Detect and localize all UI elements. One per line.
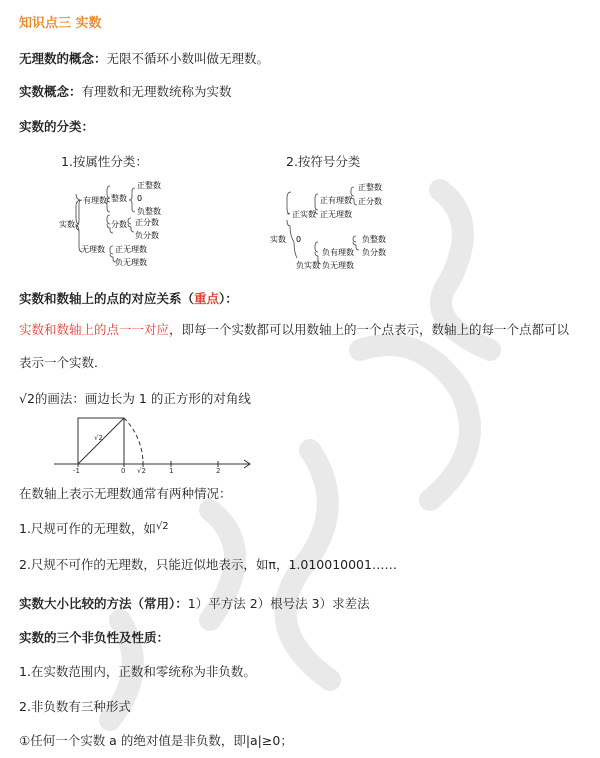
- correspondence-title: [19, 289, 238, 307]
- c1-neg-frac: 负分数: [135, 231, 159, 240]
- nonneg-title: 实数的三个非负性及性质：: [19, 630, 170, 645]
- classification-tree-sign: [268, 180, 398, 272]
- c2-pos-rational: 正有理数: [320, 196, 352, 205]
- tick-2: 2: [216, 467, 221, 474]
- c2-pos-frac: 正分数: [358, 197, 382, 206]
- c2-neg-int: 负整数: [362, 235, 386, 244]
- correspondence-line2: 表示一个实数．: [19, 355, 107, 370]
- case1-text: 1.尺规可作的无理数，如: [19, 521, 156, 536]
- c1-fraction: 分数: [111, 220, 127, 229]
- class1-label: 1.按属性分类：: [61, 154, 148, 169]
- nonneg-item2: 2.非负数有三种形式: [19, 699, 131, 714]
- classification-title: 实数的分类：: [19, 119, 95, 134]
- c2-neg-real: 负实数: [296, 261, 320, 270]
- real-text: 有理数和无理数统称为实数: [81, 84, 232, 99]
- correspondence-title-post: ）：: [219, 291, 238, 306]
- c1-neg-int: 负整数: [137, 207, 161, 216]
- correspondence-line1: [19, 320, 569, 338]
- c1-irrational: 无理数: [81, 245, 105, 254]
- sqrt2-radical: √2: [19, 391, 35, 406]
- correspondence-title-pre: 实数和数轴上的点的对应关系（: [19, 291, 195, 306]
- c1-neg-irr: 负无理数: [115, 258, 147, 267]
- c1-zero: 0: [137, 194, 143, 203]
- compare-methods: [19, 594, 370, 612]
- tick-neg1: -1: [73, 467, 80, 474]
- case2: 2.尺规不可作的无理数，只能近似地表示，如π，1.010010001……: [19, 557, 397, 572]
- c1-pos-int: 正整数: [137, 181, 161, 190]
- c1-pos-frac: 正分数: [135, 218, 159, 227]
- diagonal-label: √2: [94, 434, 103, 442]
- c2-zero: 0: [296, 235, 302, 244]
- sqrt2-text: 的画法：画边长为 1 的正方形的对角线: [34, 391, 251, 406]
- c2-neg-irr: 负无理数: [322, 261, 354, 270]
- tick-0: 0: [121, 467, 126, 474]
- irrational-term: 无理数的概念：: [19, 51, 107, 66]
- c2-pos-int: 正整数: [358, 183, 382, 192]
- page-title: 知识点三 实数: [19, 16, 102, 31]
- compare-term: 实数大小比较的方法（常用）：: [19, 596, 188, 611]
- key-point-badge: 重点: [194, 291, 220, 306]
- c2-pos-real: 正实数: [292, 210, 316, 219]
- classification-tree-attribute: [55, 178, 175, 270]
- correspondence-red: 实数和数轴上的点一一对应: [19, 322, 170, 337]
- tick-sqrt2: √2: [137, 467, 146, 474]
- real-term: 实数概念：: [19, 84, 82, 99]
- irrational-text: 无限不循环小数叫做无理数。: [106, 51, 270, 66]
- c2-root: 实数: [270, 235, 286, 244]
- sqrt2-method: [19, 389, 251, 407]
- irrational-cases-intro: 在数轴上表示无理数通常有两种情况：: [19, 486, 232, 501]
- real-definition: [19, 82, 232, 100]
- case1: [19, 519, 169, 537]
- c1-pos-irr: 正无理数: [115, 245, 147, 254]
- case1-example: √2: [155, 521, 169, 532]
- c2-neg-frac: 负分数: [362, 248, 386, 257]
- c1-rational: 有理数: [83, 196, 107, 205]
- compass-arc: [124, 418, 143, 464]
- c1-root: 实数: [59, 220, 75, 229]
- tick-1: 1: [169, 467, 174, 474]
- nonneg-item3: ①任何一个实数 a 的绝对值是非负数，即|a|≥0；: [19, 733, 293, 748]
- c1-integer: 整数: [111, 194, 127, 203]
- correspondence-rest1: ，即每一个实数都可以用数轴上的一个点表示，数轴上的每一个点都可以: [169, 322, 570, 337]
- c2-neg-rational: 负有理数: [322, 248, 354, 257]
- number-line-diagram: [50, 412, 255, 474]
- c2-pos-irr: 正无理数: [320, 210, 352, 219]
- compare-text: 1）平方法 2）根号法 3）求差法: [187, 596, 370, 611]
- irrational-definition: [19, 49, 269, 67]
- nonneg-item1: 1.在实数范围内，正数和零统称为非负数。: [19, 664, 256, 679]
- class2-label: 2.按符号分类: [286, 154, 361, 169]
